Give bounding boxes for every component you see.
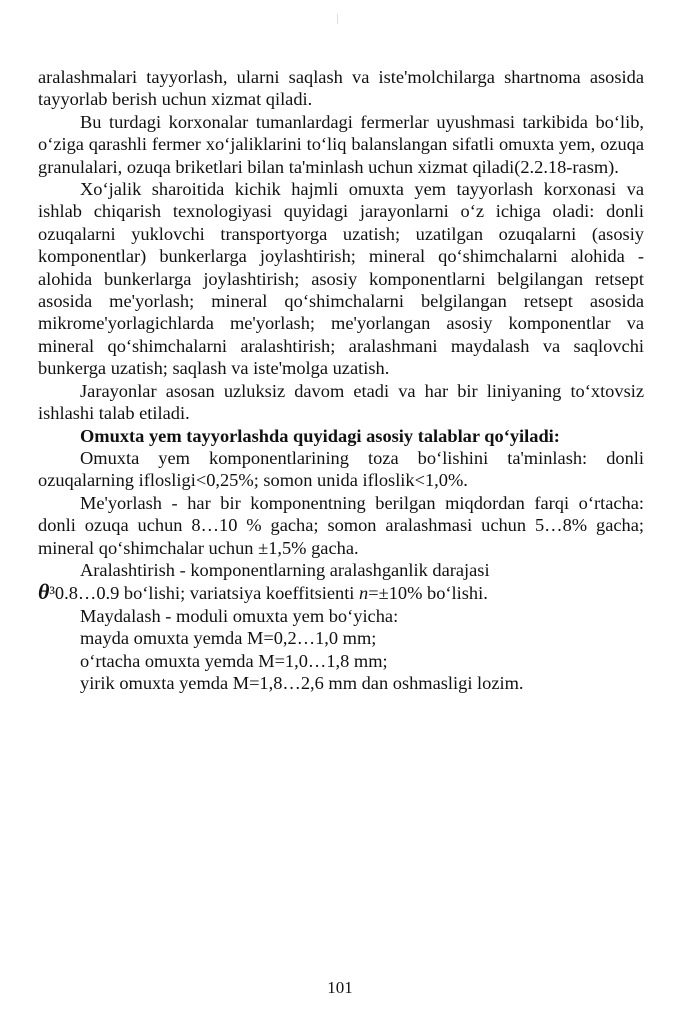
requirement-cleanliness: Omuxta yem komponentlarining toza bo‘lishini ta'minlash: donli ozuqalarning ifloslig​i<0,25%; somon unida ifloslik<1,0%. [38,447,644,491]
page-number: 101 [327,978,353,997]
requirement-mixing [38,559,644,605]
theta-symbol: θ [38,579,50,605]
mixing-lead: Aralashtirish - komponentlarning aralashganlik darajasi [80,559,490,580]
requirement-dosing: Me'yorlash - har bir komponentning berilgan miqdordan farqi o‘rtacha: donli ozuqa uchun 8…10 % gacha; somon aralashmasi uchun 5…8% gacha; mineral qo‘shimchalar uchun ±1,5% gacha. [38,492,644,558]
paragraph-farm-enterprises: Bu turdagi korxonalar tumanlardagi fermerlar uyushmasi tarkibida bo‘lib, o‘ziga qarashli fermer xo‘jaliklarini to‘liq balanslangan sifatli omuxta yem, ozuqa granulalari, ozuqa briketlari bilan ta'minlash uchun xizmat qiladi(2.2.18-rasm). [38,111,644,177]
mixing-rest: ³0.8…0.9 bo‘lishi; variatsiya koeffitsienti [49,583,360,604]
variation-value: =±10% bo‘lishi. [368,583,488,604]
grinding-lead: Maydalash - moduli omuxta yem bo‘yicha: [80,605,399,626]
paragraph-continuous-operation: Jarayonlar asosan uzluksiz davom etadi va har bir liniyaning to‘xtovsiz ishlashi talab etiladi. [38,380,644,424]
scan-mark [337,14,338,24]
grinding-fine: mayda omuxta yemda M=0,2…1,0 mm; [80,628,377,649]
grinding-medium: o‘rtacha omuxta yemda M=1,0…1,8 mm; [80,650,388,671]
variation-symbol: n [359,583,369,604]
body-text [38,66,644,694]
requirements-heading: Omuxta yem tayyorlashda quyidagi asosiy talablar qo‘yiladi: [80,425,560,446]
paragraph-continuation: aralashmalari tayyorlash, ularni saqlash va iste'molchilarga shartnoma asosida tayyorlab berish uchun xizmat qiladi. [38,67,644,110]
paragraph-technology-processes: Xo‘jalik sharoitida kichik hajmli omuxta yem tayyorlash korxonasi va ishlab chiqarish texnologiyasi quyidagi jarayonlarni o‘z ichiga oladi: donli ozuqalarni yuklovchi transportyorga uzatish; uzatilgan ozuqalarni (asosiy komponentlar) bunkerlarga joylashtirish; mineral qo‘shimchalarni alohida - alohida bunkerlarga joylashtirish; asosiy komponentlarni belgilangan retsept asosida me'yorlash; mineral qo‘shimchalarni belgilangan retsept asosida mikrome'yorlagichlarda me'yorlash; me'yorlangan asosiy komponentlar va mineral qo‘shimchalarni aralashtirish; aralashmani maydalash va saqlovchi bunkerga uzatish; saqlash va iste'molga uzatish. [38,179,644,379]
grinding-coarse: yirik omuxta yemda M=1,8…2,6 mm dan oshmasligi lozim. [80,672,524,693]
